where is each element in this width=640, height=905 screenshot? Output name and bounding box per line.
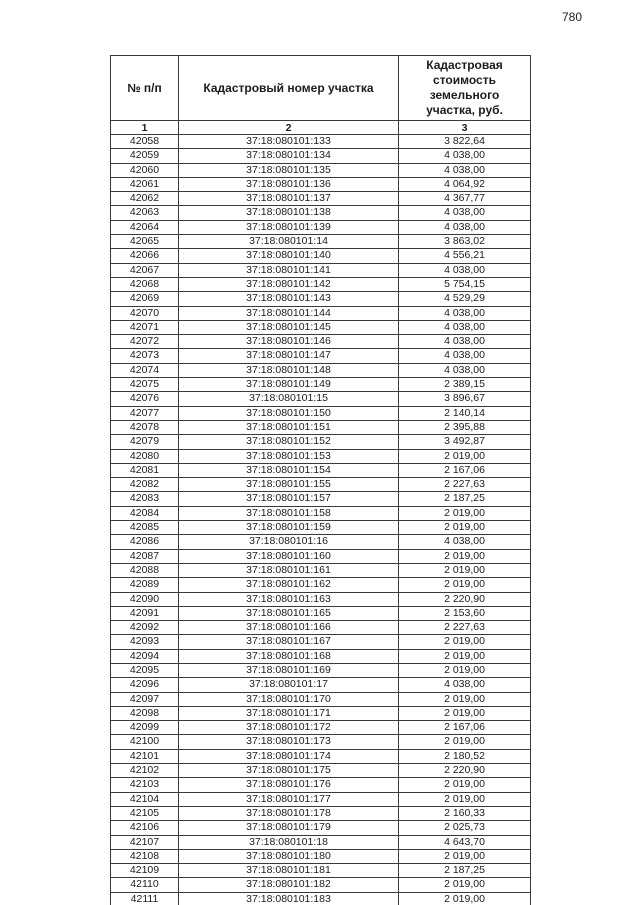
table-row [111,749,531,763]
cadastral-number-cell: 37:18:080101:166 [179,621,399,635]
row-number-cell: 42094 [111,649,179,663]
cadastral-value-cell: 2 019,00 [399,692,531,706]
table-row [111,549,531,563]
row-number-cell: 42075 [111,378,179,392]
cadastral-number-cell: 37:18:080101:137 [179,192,399,206]
cadastral-value-cell: 3 822,64 [399,135,531,149]
row-number-cell: 42062 [111,192,179,206]
row-number-cell: 42106 [111,821,179,835]
cadastral-number-cell: 37:18:080101:14 [179,235,399,249]
cadastral-value-cell: 4 643,70 [399,835,531,849]
table-row [111,263,531,277]
cadastral-value-cell: 2 160,33 [399,806,531,820]
cadastral-value-cell: 2 019,00 [399,878,531,892]
table-row [111,735,531,749]
cadastral-value-cell: 2 227,63 [399,478,531,492]
cadastral-value-cell: 2 187,25 [399,492,531,506]
cadastral-number-cell: 37:18:080101:15 [179,392,399,406]
cadastral-number-cell: 37:18:080101:139 [179,220,399,234]
cadastral-number-cell: 37:18:080101:148 [179,363,399,377]
cadastral-number-cell: 37:18:080101:169 [179,663,399,677]
cadastral-number-cell: 37:18:080101:177 [179,792,399,806]
cadastral-value-cell: 2 220,90 [399,592,531,606]
row-number-cell: 42068 [111,277,179,291]
cadastral-number-cell: 37:18:080101:163 [179,592,399,606]
cadastral-number-cell: 37:18:080101:174 [179,749,399,763]
cadastral-value-cell: 4 038,00 [399,163,531,177]
cadastral-value-cell: 2 019,00 [399,778,531,792]
row-number-cell: 42081 [111,463,179,477]
table-row [111,349,531,363]
table-row [111,792,531,806]
table-row [111,578,531,592]
table-row [111,177,531,191]
cadastral-value-cell: 2 019,00 [399,649,531,663]
cadastral-value-cell: 5 754,15 [399,277,531,291]
cadastral-value-cell: 2 019,00 [399,892,531,905]
row-number-cell: 42091 [111,606,179,620]
cadastral-value-cell: 4 038,00 [399,263,531,277]
cadastral-number-cell: 37:18:080101:134 [179,149,399,163]
cadastral-value-cell: 2 153,60 [399,606,531,620]
cadastral-value-cell: 3 492,87 [399,435,531,449]
cadastral-number-cell: 37:18:080101:138 [179,206,399,220]
cadastral-number-cell: 37:18:080101:152 [179,435,399,449]
cadastral-number-cell: 37:18:080101:146 [179,335,399,349]
table-row [111,135,531,149]
row-number-cell: 42073 [111,349,179,363]
table-row [111,806,531,820]
header-row-number: № п/п [111,56,179,121]
cadastral-value-cell: 2 167,06 [399,463,531,477]
table-row [111,420,531,434]
table-row [111,463,531,477]
cadastral-value-cell: 2 019,00 [399,663,531,677]
table-row [111,363,531,377]
row-number-cell: 42070 [111,306,179,320]
table-row [111,163,531,177]
cadastral-value-cell: 4 529,29 [399,292,531,306]
cadastral-number-cell: 37:18:080101:168 [179,649,399,663]
table-row [111,506,531,520]
table-row [111,277,531,291]
cadastral-number-cell: 37:18:080101:144 [179,306,399,320]
cadastral-number-cell: 37:18:080101:165 [179,606,399,620]
row-number-cell: 42101 [111,749,179,763]
table-row [111,378,531,392]
table-row [111,220,531,234]
cadastral-number-cell: 37:18:080101:17 [179,678,399,692]
cadastral-value-cell: 2 227,63 [399,621,531,635]
table-row [111,849,531,863]
row-number-cell: 42058 [111,135,179,149]
cadastral-number-cell: 37:18:080101:172 [179,721,399,735]
cadastral-value-cell: 2 019,00 [399,506,531,520]
cadastral-value-cell: 2 019,00 [399,549,531,563]
cadastral-value-cell: 4 367,77 [399,192,531,206]
cadastral-number-cell: 37:18:080101:16 [179,535,399,549]
cadastral-value-cell: 4 038,00 [399,206,531,220]
cadastral-value-cell: 2 019,00 [399,792,531,806]
cadastral-value-cell: 4 038,00 [399,535,531,549]
cadastral-number-cell: 37:18:080101:173 [179,735,399,749]
cadastral-value-cell: 3 896,67 [399,392,531,406]
cadastral-number-cell: 37:18:080101:167 [179,635,399,649]
row-number-cell: 42095 [111,663,179,677]
cadastral-number-cell: 37:18:080101:159 [179,521,399,535]
cadastral-value-cell: 2 180,52 [399,749,531,763]
row-number-cell: 42097 [111,692,179,706]
cadastral-value-cell: 2 019,00 [399,849,531,863]
table-row [111,721,531,735]
row-number-cell: 42099 [111,721,179,735]
row-number-cell: 42096 [111,678,179,692]
header-cadastral-value: Кадастровая стоимость земельного участка, руб. [399,56,531,121]
row-number-cell: 42087 [111,549,179,563]
row-number-cell: 42088 [111,563,179,577]
table-row [111,892,531,905]
table-row [111,449,531,463]
cadastral-number-cell: 37:18:080101:181 [179,864,399,878]
row-number-cell: 42083 [111,492,179,506]
table-body [111,135,531,905]
table-row [111,621,531,635]
row-number-cell: 42109 [111,864,179,878]
table-row [111,392,531,406]
cadastral-value-cell: 2 187,25 [399,864,531,878]
cadastral-value-cell: 2 019,00 [399,635,531,649]
table-row [111,320,531,334]
row-number-cell: 42071 [111,320,179,334]
cadastral-number-cell: 37:18:080101:158 [179,506,399,520]
row-number-cell: 42092 [111,621,179,635]
table-row [111,206,531,220]
cadastral-number-cell: 37:18:080101:150 [179,406,399,420]
table-row [111,249,531,263]
row-number-cell: 42108 [111,849,179,863]
row-number-cell: 42098 [111,706,179,720]
table-row [111,678,531,692]
row-number-cell: 42072 [111,335,179,349]
table-row [111,835,531,849]
cadastral-value-cell: 2 220,90 [399,764,531,778]
table-row [111,764,531,778]
table-row [111,292,531,306]
cadastral-number-cell: 37:18:080101:151 [179,420,399,434]
cadastral-value-cell: 2 019,00 [399,521,531,535]
table-row [111,435,531,449]
row-number-cell: 42102 [111,764,179,778]
row-number-cell: 42067 [111,263,179,277]
cadastral-number-cell: 37:18:080101:183 [179,892,399,905]
table-row [111,663,531,677]
cadastral-number-cell: 37:18:080101:147 [179,349,399,363]
row-number-cell: 42060 [111,163,179,177]
cadastral-value-cell: 4 038,00 [399,678,531,692]
cadastral-value-cell: 2 019,00 [399,706,531,720]
cadastral-value-cell: 4 064,92 [399,177,531,191]
row-number-cell: 42080 [111,449,179,463]
cadastral-value-cell: 2 019,00 [399,563,531,577]
row-number-cell: 42064 [111,220,179,234]
table-row [111,563,531,577]
row-number-cell: 42107 [111,835,179,849]
cadastral-number-cell: 37:18:080101:182 [179,878,399,892]
header-cadastral-number: Кадастровый номер участка [179,56,399,121]
row-number-cell: 42077 [111,406,179,420]
table-row [111,878,531,892]
cadastral-number-cell: 37:18:080101:160 [179,549,399,563]
cadastral-number-cell: 37:18:080101:143 [179,292,399,306]
row-number-cell: 42093 [111,635,179,649]
cadastral-value-cell: 4 038,00 [399,306,531,320]
column-number-1: 1 [111,121,179,135]
table-row [111,821,531,835]
column-number-row [111,121,531,135]
row-number-cell: 42059 [111,149,179,163]
cadastral-number-cell: 37:18:080101:136 [179,177,399,191]
cadastral-value-cell: 4 038,00 [399,363,531,377]
cadastral-number-cell: 37:18:080101:155 [179,478,399,492]
cadastral-number-cell: 37:18:080101:141 [179,263,399,277]
column-number-2: 2 [179,121,399,135]
row-number-cell: 42079 [111,435,179,449]
table-row [111,649,531,663]
row-number-cell: 42110 [111,878,179,892]
cadastral-value-cell: 2 140,14 [399,406,531,420]
cadastral-number-cell: 37:18:080101:176 [179,778,399,792]
column-number-3: 3 [399,121,531,135]
cadastral-number-cell: 37:18:080101:145 [179,320,399,334]
table-row [111,478,531,492]
table-row [111,864,531,878]
row-number-cell: 42085 [111,521,179,535]
table-row [111,778,531,792]
cadastral-number-cell: 37:18:080101:175 [179,764,399,778]
cadastral-value-cell: 4 038,00 [399,335,531,349]
table-row [111,406,531,420]
cadastral-value-cell: 4 038,00 [399,320,531,334]
cadastral-number-cell: 37:18:080101:149 [179,378,399,392]
row-number-cell: 42089 [111,578,179,592]
table-row [111,606,531,620]
row-number-cell: 42111 [111,892,179,905]
row-number-cell: 42069 [111,292,179,306]
table-row [111,306,531,320]
row-number-cell: 42090 [111,592,179,606]
table-row [111,592,531,606]
row-number-cell: 42074 [111,363,179,377]
row-number-cell: 42104 [111,792,179,806]
row-number-cell: 42100 [111,735,179,749]
cadastral-number-cell: 37:18:080101:157 [179,492,399,506]
cadastral-value-cell: 2 395,88 [399,420,531,434]
row-number-cell: 42082 [111,478,179,492]
row-number-cell: 42065 [111,235,179,249]
cadastral-number-cell: 37:18:080101:171 [179,706,399,720]
cadastral-number-cell: 37:18:080101:135 [179,163,399,177]
cadastral-number-cell: 37:18:080101:161 [179,563,399,577]
cadastral-value-table [110,55,531,905]
cadastral-value-cell: 2 019,00 [399,449,531,463]
cadastral-number-cell: 37:18:080101:140 [179,249,399,263]
cadastral-value-cell: 2 389,15 [399,378,531,392]
table-row [111,149,531,163]
cadastral-value-cell: 4 038,00 [399,349,531,363]
table-row [111,692,531,706]
row-number-cell: 42076 [111,392,179,406]
row-number-cell: 42084 [111,506,179,520]
table-header-row [111,56,531,121]
table-row [111,192,531,206]
cadastral-value-cell: 3 863,02 [399,235,531,249]
row-number-cell: 42105 [111,806,179,820]
cadastral-number-cell: 37:18:080101:153 [179,449,399,463]
row-number-cell: 42103 [111,778,179,792]
row-number-cell: 42063 [111,206,179,220]
cadastral-number-cell: 37:18:080101:18 [179,835,399,849]
cadastral-number-cell: 37:18:080101:179 [179,821,399,835]
cadastral-value-cell: 2 167,06 [399,721,531,735]
cadastral-number-cell: 37:18:080101:180 [179,849,399,863]
cadastral-value-cell: 2 025,73 [399,821,531,835]
table-row [111,706,531,720]
row-number-cell: 42086 [111,535,179,549]
cadastral-value-cell: 2 019,00 [399,578,531,592]
cadastral-value-cell: 4 038,00 [399,220,531,234]
page-number: 780 [561,10,582,24]
cadastral-value-cell: 4 038,00 [399,149,531,163]
table-row [111,521,531,535]
cadastral-number-cell: 37:18:080101:133 [179,135,399,149]
row-number-cell: 42078 [111,420,179,434]
table-row [111,635,531,649]
cadastral-value-cell: 2 019,00 [399,735,531,749]
cadastral-number-cell: 37:18:080101:162 [179,578,399,592]
cadastral-number-cell: 37:18:080101:154 [179,463,399,477]
cadastral-value-cell: 4 556,21 [399,249,531,263]
table-row [111,335,531,349]
row-number-cell: 42066 [111,249,179,263]
row-number-cell: 42061 [111,177,179,191]
cadastral-number-cell: 37:18:080101:178 [179,806,399,820]
table-row [111,535,531,549]
cadastral-number-cell: 37:18:080101:142 [179,277,399,291]
cadastral-number-cell: 37:18:080101:170 [179,692,399,706]
table-row [111,492,531,506]
table-row [111,235,531,249]
